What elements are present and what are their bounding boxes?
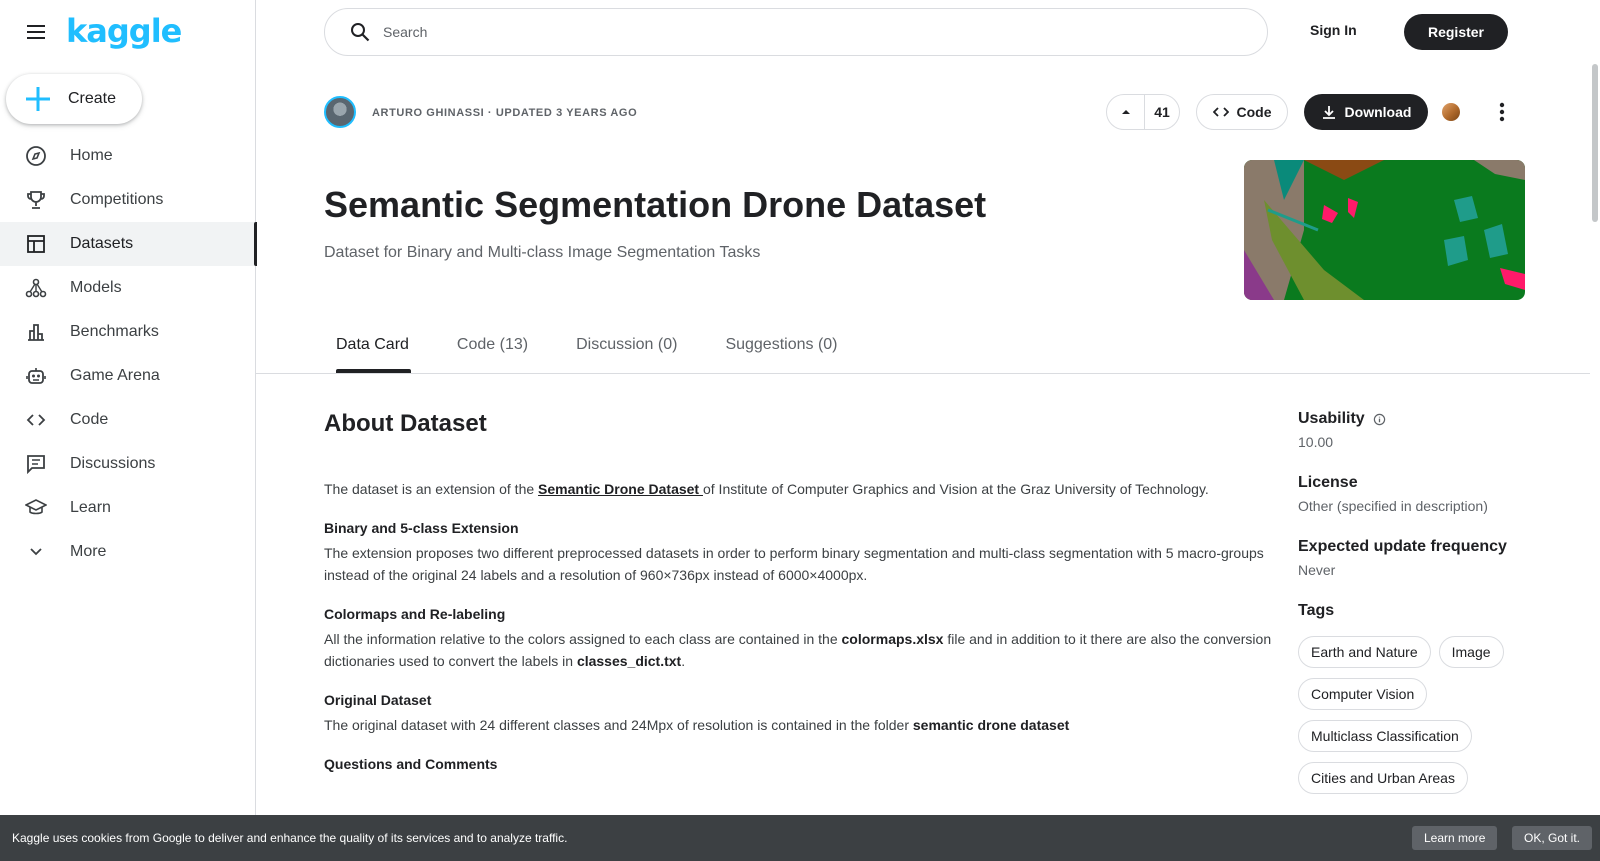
sidebar-item-label: Datasets — [70, 235, 134, 252]
create-label: Create — [68, 90, 117, 107]
sidebar-item-learn[interactable] — [0, 486, 256, 530]
section-paragraph: The extension proposes two different preprocessed datasets in order to perform binary segmentation and multi-class segmentation with 5 macro-groups instead of the original 24 labels and a resolution of 960×736px instead of 6000×4000px. — [324, 545, 1264, 583]
download-button-label: Download — [1344, 104, 1412, 120]
search-input[interactable]: Search — [383, 24, 428, 40]
search-icon — [349, 21, 371, 43]
sidebar-item-label: Discussions — [70, 455, 156, 472]
tag-chip[interactable]: Cities and Urban Areas — [1298, 762, 1468, 794]
sidebar-item-game-arena[interactable] — [0, 354, 256, 398]
intro-paragraph — [324, 478, 1274, 500]
dataset-sidebar-info — [1298, 410, 1538, 794]
section-paragraph — [324, 714, 1274, 736]
sidebar-item-discussions[interactable] — [0, 442, 256, 486]
usability-label-text: Usability — [1298, 410, 1365, 427]
upvote-button[interactable] — [1107, 95, 1145, 129]
sidebar-item-label: Models — [70, 279, 122, 296]
download-icon — [1321, 104, 1337, 120]
graduation-cap-icon — [24, 496, 48, 520]
learn-more-button[interactable]: Learn more — [1412, 826, 1497, 850]
dataset-thumbnail — [1244, 160, 1525, 300]
ok-got-it-button[interactable]: OK, Got it. — [1512, 826, 1592, 850]
bronze-medal-icon — [1442, 103, 1460, 121]
plus-icon — [24, 85, 52, 113]
folder-name: semantic drone dataset — [912, 717, 1070, 733]
sidebar — [0, 0, 256, 861]
trophy-icon — [24, 188, 48, 212]
code-button-label: Code — [1236, 104, 1272, 120]
about-dataset-heading: About Dataset — [324, 410, 487, 437]
page-title: Semantic Segmentation Drone Dataset — [324, 184, 987, 225]
section-heading: Binary and 5-class Extension — [324, 520, 519, 536]
download-button[interactable] — [1304, 94, 1428, 130]
usability-value: 10.00 — [1298, 434, 1334, 450]
dataset-tabs — [324, 336, 850, 372]
page-subtitle: Dataset for Binary and Multi-class Image Segmentation Tasks — [324, 244, 761, 261]
sidebar-item-competitions[interactable] — [0, 178, 256, 222]
intro-text-after: of Institute of Computer Graphics and Vision at the Graz University of Technology. — [702, 481, 1209, 497]
filename-colormaps: colormaps.xlsx — [841, 631, 944, 647]
code-icon — [1213, 104, 1229, 120]
sidebar-item-benchmarks[interactable] — [0, 310, 256, 354]
dataset-meta: ARTURO GHINASSI · UPDATED 3 YEARS AGO — [372, 107, 638, 119]
cookie-text: Kaggle uses cookies from Google to deliver and enhance the quality of its services and to analyze traffic. — [12, 831, 568, 845]
scrollbar[interactable] — [1592, 64, 1598, 222]
license-value: Other (specified in description) — [1298, 498, 1488, 514]
tags-list — [1298, 636, 1538, 794]
robot-icon — [24, 364, 48, 388]
semantic-drone-dataset-link[interactable]: Semantic Drone Dataset — [538, 481, 703, 497]
tag-chip[interactable]: Multiclass Classification — [1298, 720, 1472, 752]
sidebar-item-datasets[interactable] — [0, 222, 256, 266]
intro-text: The dataset is an extension of the — [324, 481, 539, 497]
comments-icon — [24, 452, 48, 476]
compass-icon — [24, 144, 48, 168]
sidebar-item-home[interactable] — [0, 134, 256, 178]
filename-classes-dict: classes_dict.txt — [576, 653, 682, 669]
upvote-control — [1106, 94, 1180, 130]
sidebar-item-label: Competitions — [70, 191, 164, 208]
usability-label — [1298, 410, 1538, 428]
create-button[interactable] — [6, 74, 142, 124]
update-frequency-value: Never — [1298, 562, 1336, 578]
tab-code[interactable]: Code (13) — [456, 336, 529, 353]
more-options-icon[interactable] — [1490, 100, 1514, 124]
text: . — [681, 653, 686, 669]
sidebar-item-label: Game Arena — [70, 367, 160, 384]
data-card-content — [324, 410, 1274, 778]
tab-discussion[interactable]: Discussion (0) — [576, 336, 678, 353]
sidebar-nav — [0, 134, 256, 574]
sidebar-item-label: Learn — [70, 499, 111, 516]
register-button[interactable]: Register — [1404, 14, 1508, 50]
upvote-count: 41 — [1154, 104, 1170, 120]
chevron-down-icon — [24, 540, 48, 564]
section-paragraph — [324, 628, 1274, 672]
update-frequency-label: Expected update frequency — [1298, 538, 1507, 555]
license-label: License — [1298, 474, 1358, 491]
avatar[interactable] — [324, 96, 356, 128]
sidebar-item-label: Home — [70, 147, 113, 164]
sidebar-item-label: More — [70, 543, 107, 560]
section-heading: Questions and Comments — [324, 756, 498, 772]
table-icon — [24, 232, 48, 256]
hamburger-menu-icon[interactable] — [24, 20, 48, 44]
tab-suggestions[interactable]: Suggestions (0) — [725, 336, 838, 353]
tag-chip[interactable]: Earth and Nature — [1298, 636, 1431, 668]
code-button[interactable] — [1196, 94, 1288, 130]
tag-chip[interactable]: Computer Vision — [1298, 678, 1427, 710]
sidebar-item-models[interactable] — [0, 266, 256, 310]
tags-label: Tags — [1298, 602, 1335, 619]
section-heading: Colormaps and Re-labeling — [324, 606, 506, 622]
search-bar[interactable] — [324, 8, 1268, 56]
kaggle-logo[interactable]: kaggle — [66, 12, 182, 50]
tag-chip[interactable]: Image — [1439, 636, 1504, 668]
code-icon — [24, 408, 48, 432]
tabs-divider — [256, 373, 1590, 374]
caret-up-icon — [1120, 106, 1132, 118]
sign-in-link[interactable]: Sign In — [1310, 22, 1357, 38]
text: file and in addition to it there are also the conversion dictionaries used to convert the labels in — [324, 631, 1272, 669]
models-icon — [24, 276, 48, 300]
sidebar-item-code[interactable] — [0, 398, 256, 442]
section-heading: Original Dataset — [324, 692, 432, 708]
sidebar-item-more[interactable] — [0, 530, 256, 574]
bar-chart-icon — [24, 320, 48, 344]
info-icon[interactable] — [1373, 413, 1386, 426]
sidebar-item-label: Benchmarks — [70, 323, 159, 340]
text: All the information relative to the colors assigned to each class are contained in the — [324, 631, 842, 647]
tab-data-card[interactable]: Data Card — [324, 336, 421, 372]
text: The original dataset with 24 different classes and 24Mpx of resolution is contained in the folder — [324, 717, 913, 733]
sidebar-item-label: Code — [70, 411, 109, 428]
cookie-banner — [0, 815, 1600, 861]
